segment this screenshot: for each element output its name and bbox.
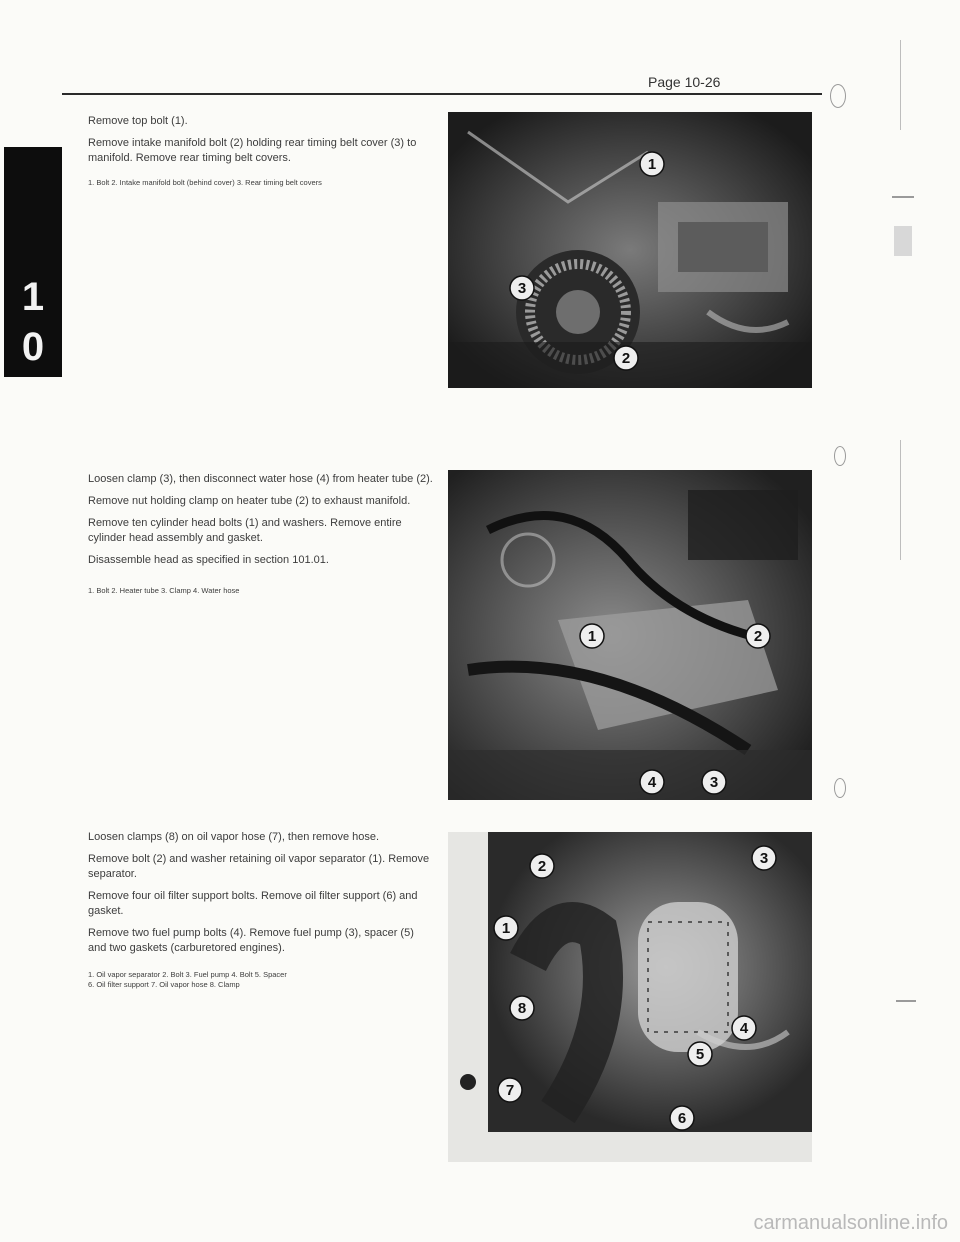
callout-label: 1 [587,628,597,645]
callout-2 [746,624,770,648]
photo-oil-filter-fuel-pump [448,832,812,1162]
callout-5 [688,1042,712,1066]
callout-label: 4 [739,1020,749,1037]
callout-6 [670,1106,694,1130]
section-1-legend: 1. Bolt 2. Intake manifold bolt (behind cover) 3. Rear timing belt covers [88,178,322,187]
section-3-legend-line-1: 1. Oil vapor separator 2. Bolt 3. Fuel pump 4. Bolt 5. Spacer [88,970,287,979]
photo-oil-filter-fuel-pump-drawing [448,832,812,1162]
edge-line [900,440,901,560]
photo-timing-belt-covers [448,112,812,388]
page-number: Page 10-26 [648,74,721,90]
callout-label: 2 [753,628,763,645]
callout-8 [510,996,534,1020]
callout-1 [640,152,664,176]
callout-3 [752,846,776,870]
callout-label: 2 [621,350,631,367]
callout-4 [732,1016,756,1040]
callout-label: 5 [695,1046,705,1063]
photo-timing-belt-covers-drawing [448,112,812,388]
callout-label: 1 [501,920,511,937]
callout-3 [510,276,534,300]
chapter-tab-digit-1: 1 [21,275,45,319]
photo-cylinder-head-drawing [448,470,812,800]
callout-label: 3 [759,850,769,867]
callout-label: 6 [677,1110,687,1127]
section-2-paragraph: Disassemble head as specified in section 101.01. [88,554,329,566]
chapter-tab-digit-2: 0 [21,325,45,369]
callout-4 [640,770,664,794]
callout-label: 8 [517,1000,527,1017]
section-1-text [88,114,434,188]
callout-label: 4 [647,774,657,791]
section-3-paragraph: Remove four oil filter support bolts. Remove oil filter support (6) and gasket. [88,890,418,917]
edge-mark [894,226,912,256]
callout-2 [614,346,638,370]
callout-label: 3 [709,774,719,791]
section-2-paragraph: Loosen clamp (3), then disconnect water hose (4) from heater tube (2). [88,473,433,485]
callout-label: 3 [517,280,527,297]
callout-7 [498,1078,522,1102]
callout-1 [580,624,604,648]
section-3-text [88,830,434,990]
section-2-legend: 1. Bolt 2. Heater tube 3. Clamp 4. Water hose [88,586,240,595]
callout-2 [530,854,554,878]
callout-label: 1 [647,156,657,173]
section-3-legend-line-2: 6. Oil filter support 7. Oil vapor hose 8. Clamp [88,980,240,989]
watermark: carmanualsonline.info [753,1212,948,1234]
section-2-text [88,472,434,596]
section-1-paragraph: Remove intake manifold bolt (2) holding rear timing belt cover (3) to manifold. Remove rear timing belt covers. [88,137,417,164]
edge-mark [896,1000,916,1002]
callout-label: 7 [505,1082,515,1099]
section-3-paragraph: Loosen clamps (8) on oil vapor hose (7), then remove hose. [88,831,380,843]
chapter-tab [4,147,62,377]
binder-hole [834,778,846,798]
section-3-paragraph: Remove bolt (2) and washer retaining oil vapor separator (1). Remove separator. [88,853,430,880]
photo-cylinder-head [448,470,812,800]
edge-line [900,40,901,130]
section-3-paragraph: Remove two fuel pump bolts (4). Remove fuel pump (3), spacer (5) and two gaskets (carburetored engines). [88,927,414,954]
callout-3 [702,770,726,794]
binder-hole [834,446,846,466]
section-2-paragraph: Remove ten cylinder head bolts (1) and washers. Remove entire cylinder head assembly and gasket. [88,517,402,544]
callout-label: 2 [537,858,547,875]
header-rule [62,93,822,95]
section-2-paragraph: Remove nut holding clamp on heater tube (2) to exhaust manifold. [88,495,411,507]
edge-mark [892,196,914,198]
binder-hole [830,84,846,108]
section-1-paragraph: Remove top bolt (1). [88,115,188,127]
callout-1 [494,916,518,940]
